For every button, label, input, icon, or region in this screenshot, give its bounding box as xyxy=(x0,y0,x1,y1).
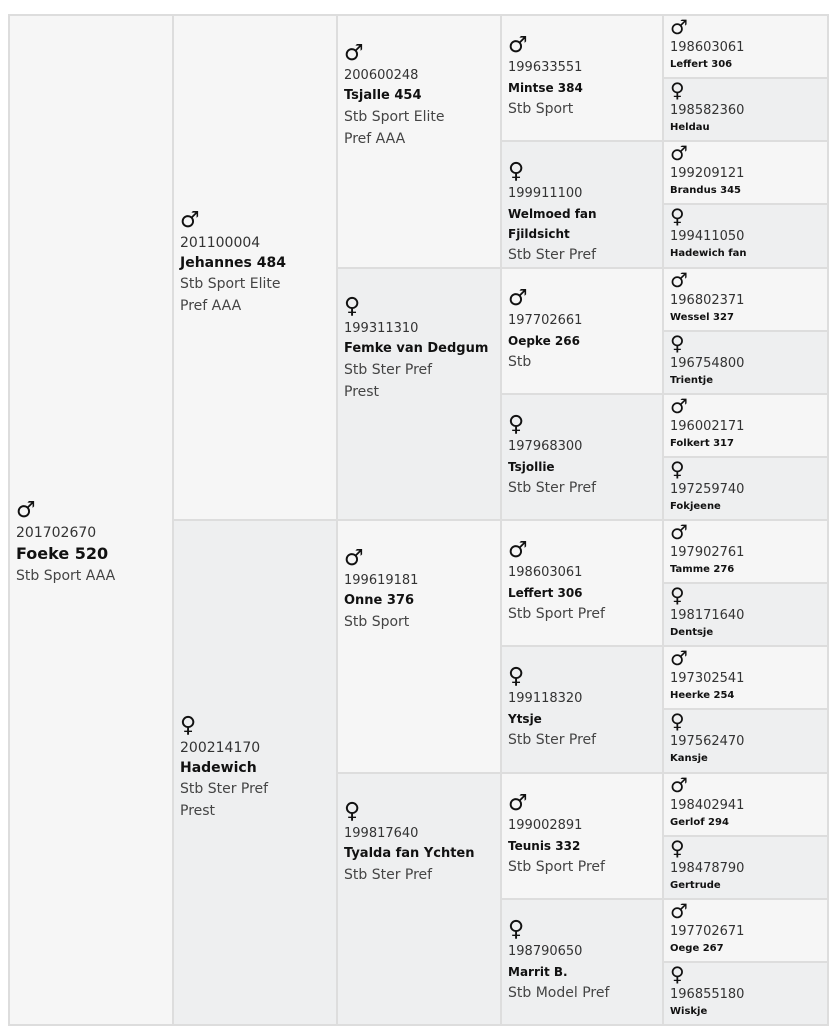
horse-name[interactable]: Hadewich xyxy=(180,758,332,778)
female-symbol-icon: ♀ xyxy=(344,295,496,319)
pedigree-cell-gen3[interactable] xyxy=(500,898,664,1026)
pedigree-cell-gen3[interactable] xyxy=(500,645,664,773)
pedigree-cell-gen3[interactable] xyxy=(500,519,664,647)
predicate-text: Stb Ster Pref xyxy=(344,359,496,381)
female-symbol-icon: ♀ xyxy=(180,714,332,738)
female-symbol-icon: ♀ xyxy=(670,837,823,859)
female-symbol-icon: ♀ xyxy=(508,413,658,437)
predicate-text: Stb Sport Pref xyxy=(508,856,658,878)
registration-number: 199633551 xyxy=(508,58,658,78)
registration-number: 201100004 xyxy=(180,233,332,253)
predicate-text: Stb Ster Pref xyxy=(508,729,658,751)
predicate-text: Stb Sport xyxy=(508,98,658,120)
female-symbol-icon: ♀ xyxy=(670,963,823,985)
pedigree-cell-gen4[interactable] xyxy=(662,456,829,521)
pedigree-cell-gen4[interactable] xyxy=(662,330,829,395)
registration-number: 196855180 xyxy=(670,985,823,1005)
registration-number: 197259740 xyxy=(670,480,823,500)
horse-name[interactable]: Femke van Dedgum xyxy=(344,339,496,359)
male-symbol-icon: ♂ xyxy=(344,547,496,571)
registration-number: 198790650 xyxy=(508,942,658,962)
pedigree-cell-gen2[interactable] xyxy=(336,14,502,269)
male-symbol-icon: ♂ xyxy=(344,42,496,66)
female-symbol-icon: ♀ xyxy=(344,800,496,824)
registration-number: 199002891 xyxy=(508,816,658,836)
pedigree-cell-gen4[interactable] xyxy=(662,203,829,268)
predicate-text: Prest xyxy=(344,381,496,403)
registration-number: 198478790 xyxy=(670,859,823,879)
horse-name[interactable]: Foeke 520 xyxy=(16,543,168,565)
male-symbol-icon: ♂ xyxy=(508,34,658,58)
horse-name[interactable]: Folkert 317 xyxy=(670,437,823,451)
horse-name[interactable]: Dentsje xyxy=(670,626,823,640)
registration-number: 197702661 xyxy=(508,311,658,331)
male-symbol-icon: ♂ xyxy=(670,16,823,38)
horse-name[interactable]: Leffert 306 xyxy=(670,58,823,72)
registration-number: 196754800 xyxy=(670,354,823,374)
horse-name[interactable]: Tamme 276 xyxy=(670,563,823,577)
horse-name[interactable]: Teunis 332 xyxy=(508,836,658,856)
horse-name[interactable]: Gerlof 294 xyxy=(670,816,823,830)
pedigree-cell-gen4[interactable] xyxy=(662,898,829,963)
female-symbol-icon: ♀ xyxy=(670,205,823,227)
male-symbol-icon: ♂ xyxy=(670,774,823,796)
female-symbol-icon: ♀ xyxy=(670,710,823,732)
female-symbol-icon: ♀ xyxy=(508,918,658,942)
registration-number: 197702671 xyxy=(670,922,823,942)
female-symbol-icon: ♀ xyxy=(670,79,823,101)
pedigree-cell-gen3[interactable] xyxy=(500,140,664,268)
registration-number: 199118320 xyxy=(508,689,658,709)
registration-number: 200214170 xyxy=(180,738,332,758)
registration-number: 199817640 xyxy=(344,824,496,844)
pedigree-cell-gen2[interactable] xyxy=(336,772,502,1026)
male-symbol-icon: ♂ xyxy=(670,647,823,669)
registration-number: 200600248 xyxy=(344,66,496,86)
predicate-text: Stb Sport Pref xyxy=(508,603,658,625)
pedigree-cell-gen2[interactable] xyxy=(336,519,502,774)
horse-name[interactable]: Tsjollie xyxy=(508,457,658,477)
pedigree-cell-gen3[interactable] xyxy=(500,772,664,900)
predicate-text: Stb Ster Pref xyxy=(508,477,658,499)
predicate-text: Stb Ster Pref xyxy=(344,864,496,886)
horse-name[interactable]: Oege 267 xyxy=(670,942,823,956)
female-symbol-icon: ♀ xyxy=(508,665,658,689)
horse-name[interactable]: Tyalda fan Ychten xyxy=(344,844,496,864)
pedigree-cell-gen2[interactable] xyxy=(336,267,502,522)
pedigree-cell-gen4[interactable] xyxy=(662,772,829,837)
pedigree-cell-gen4[interactable] xyxy=(662,140,829,205)
horse-name[interactable]: Heldau xyxy=(670,121,823,135)
pedigree-cell-gen3[interactable] xyxy=(500,14,664,142)
pedigree-cell-gen4[interactable] xyxy=(662,645,829,710)
female-symbol-icon: ♀ xyxy=(670,458,823,480)
registration-number: 198402941 xyxy=(670,796,823,816)
horse-name[interactable]: Oepke 266 xyxy=(508,331,658,351)
registration-number: 199911100 xyxy=(508,184,658,204)
predicate-text: Pref AAA xyxy=(180,295,332,317)
horse-name[interactable]: Marrit B. xyxy=(508,962,658,982)
pedigree-cell-gen4[interactable] xyxy=(662,14,829,79)
pedigree-cell-gen1[interactable] xyxy=(172,14,338,521)
male-symbol-icon: ♂ xyxy=(508,539,658,563)
pedigree-cell-gen3[interactable] xyxy=(500,267,664,395)
horse-name[interactable]: Brandus 345 xyxy=(670,184,823,198)
pedigree-cell-gen4[interactable] xyxy=(662,77,829,142)
female-symbol-icon: ♀ xyxy=(670,584,823,606)
horse-name[interactable]: Trientje xyxy=(670,374,823,388)
male-symbol-icon: ♂ xyxy=(670,900,823,922)
registration-number: 196002171 xyxy=(670,417,823,437)
male-symbol-icon: ♂ xyxy=(180,209,332,233)
horse-name[interactable]: Tsjalle 454 xyxy=(344,86,496,106)
registration-number: 198171640 xyxy=(670,606,823,626)
pedigree-cell-gen4[interactable] xyxy=(662,582,829,647)
female-symbol-icon: ♀ xyxy=(670,332,823,354)
pedigree-cell-gen4[interactable] xyxy=(662,835,829,900)
registration-number: 198582360 xyxy=(670,101,823,121)
horse-name[interactable]: Gertrude xyxy=(670,879,823,893)
horse-name[interactable]: Jehannes 484 xyxy=(180,253,332,273)
horse-name[interactable]: Leffert 306 xyxy=(508,583,658,603)
registration-number: 197968300 xyxy=(508,437,658,457)
horse-name[interactable]: Ytsje xyxy=(508,709,658,729)
predicate-text: Stb Sport Elite xyxy=(180,273,332,295)
predicate-text: Stb Sport xyxy=(344,611,496,633)
horse-name[interactable]: Fokjeene xyxy=(670,500,823,514)
predicate-text: Stb Model Pref xyxy=(508,982,658,1004)
horse-name[interactable]: Hadewich fan xyxy=(670,247,823,261)
female-symbol-icon: ♀ xyxy=(508,160,658,184)
registration-number: 199411050 xyxy=(670,227,823,247)
horse-name[interactable]: Wessel 327 xyxy=(670,311,823,325)
pedigree-cell-gen1[interactable] xyxy=(172,519,338,1026)
registration-number: 199619181 xyxy=(344,571,496,591)
horse-name[interactable]: Kansje xyxy=(670,752,823,766)
pedigree-cell-gen0[interactable] xyxy=(8,14,174,1026)
registration-number: 197902761 xyxy=(670,543,823,563)
predicate-text: Stb Sport Elite xyxy=(344,106,496,128)
male-symbol-icon: ♂ xyxy=(670,269,823,291)
predicate-text: Stb Ster Pref xyxy=(180,778,332,800)
registration-number: 196802371 xyxy=(670,291,823,311)
registration-number: 199311310 xyxy=(344,319,496,339)
male-symbol-icon: ♂ xyxy=(670,142,823,164)
male-symbol-icon: ♂ xyxy=(16,499,168,523)
horse-name[interactable]: Welmoed fan Fjildsicht xyxy=(508,204,658,244)
registration-number: 199209121 xyxy=(670,164,823,184)
male-symbol-icon: ♂ xyxy=(508,792,658,816)
pedigree-cell-gen3[interactable] xyxy=(500,393,664,521)
male-symbol-icon: ♂ xyxy=(670,521,823,543)
pedigree-cell-gen4[interactable] xyxy=(662,267,829,332)
predicate-text: Pref AAA xyxy=(344,128,496,150)
pedigree-cell-gen4[interactable] xyxy=(662,961,829,1026)
male-symbol-icon: ♂ xyxy=(508,287,658,311)
horse-name[interactable]: Heerke 254 xyxy=(670,689,823,703)
registration-number: 197302541 xyxy=(670,669,823,689)
pedigree-cell-gen4[interactable] xyxy=(662,393,829,458)
registration-number: 197562470 xyxy=(670,732,823,752)
registration-number: 201702670 xyxy=(16,523,168,543)
pedigree-cell-gen4[interactable] xyxy=(662,708,829,773)
registration-number: 198603061 xyxy=(670,38,823,58)
pedigree-cell-gen4[interactable] xyxy=(662,519,829,584)
predicate-text: Stb Sport AAA xyxy=(16,565,168,587)
horse-name[interactable]: Wiskje xyxy=(670,1005,823,1019)
horse-name[interactable]: Mintse 384 xyxy=(508,78,658,98)
predicate-text: Stb Ster Pref xyxy=(508,244,658,266)
male-symbol-icon: ♂ xyxy=(670,395,823,417)
predicate-text: Prest xyxy=(180,800,332,822)
predicate-text: Stb xyxy=(508,351,658,373)
horse-name[interactable]: Onne 376 xyxy=(344,591,496,611)
registration-number: 198603061 xyxy=(508,563,658,583)
